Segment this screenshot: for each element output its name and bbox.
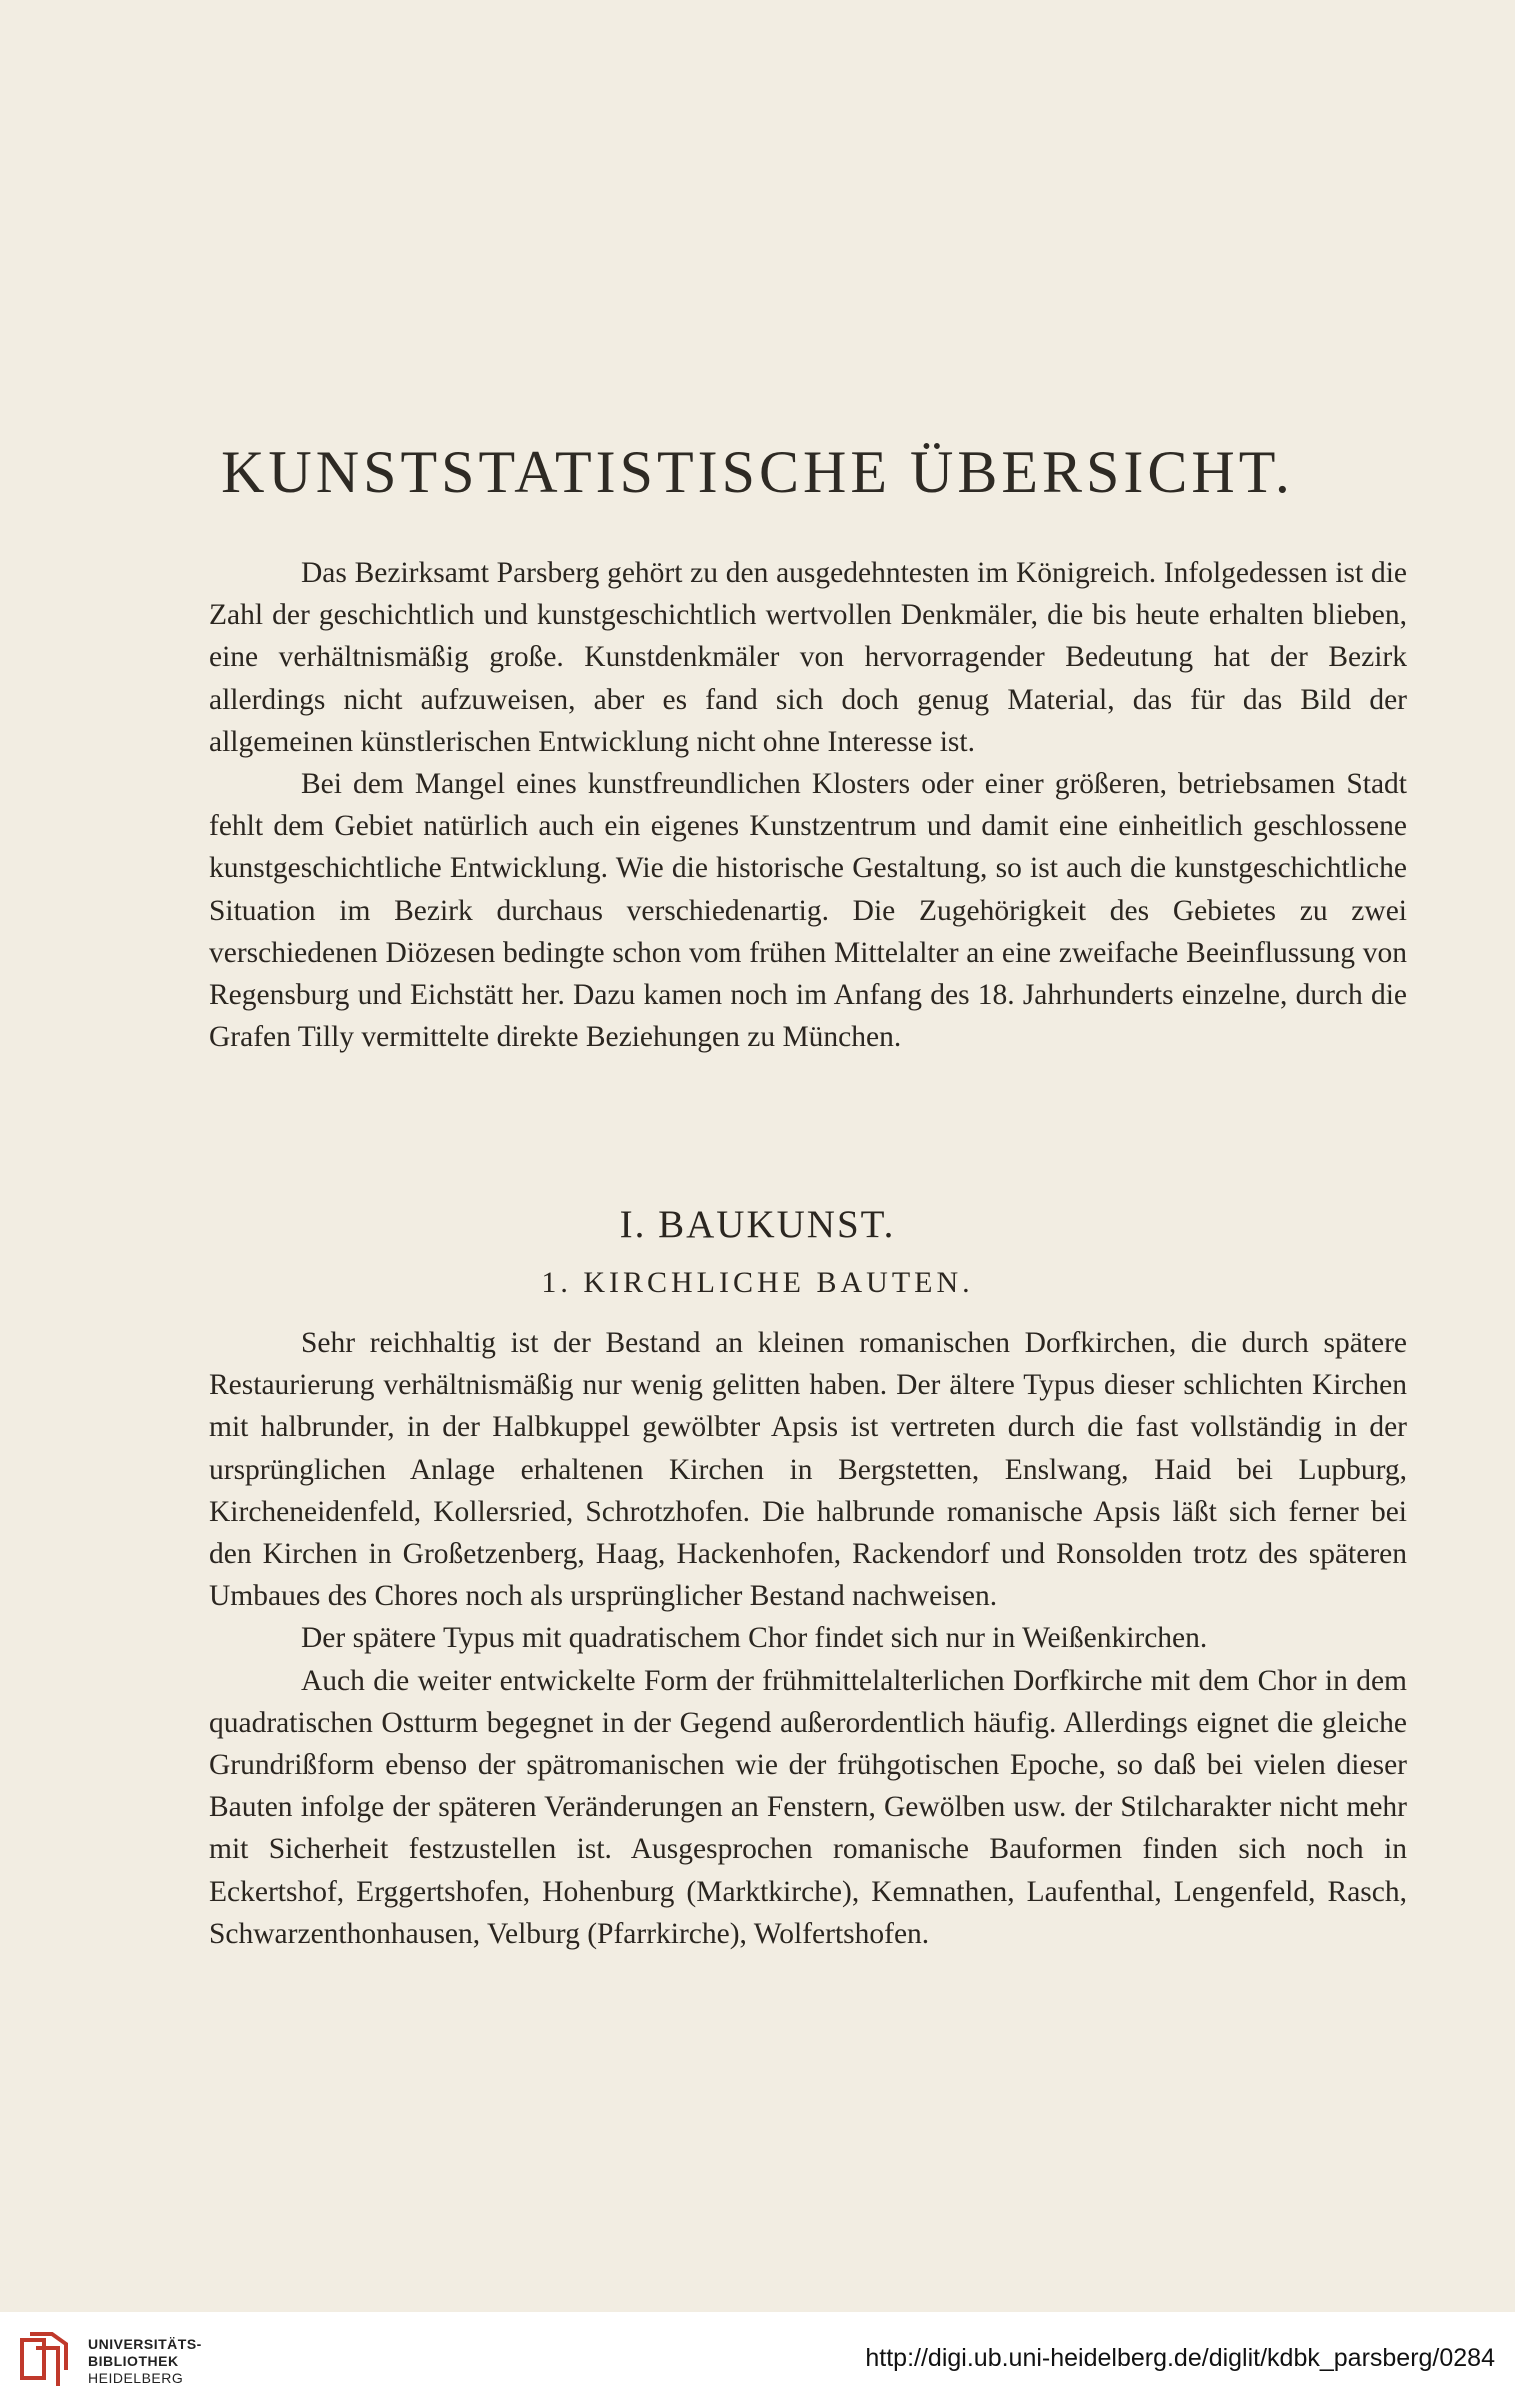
library-line: HEIDELBERG [88,2370,184,2386]
section-heading: I. BAUKUNST. [619,1203,896,1246]
paragraph: Der spätere Typus mit quadratischem Chor findet sich nur in Weißenkirchen. [301,1622,1208,1655]
paragraph: Das Bezirksamt Parsberg gehört zu den ausgedehntesten im Königreich. Infolgedessen ist die Zahl der geschichtlich und kunstgeschichtlich wertvollen Denkmäler, die bis heute erhalten blieben, eine verhältnismäßig große. Kunstdenkmäler von hervorragender Bedeutung hat der Bezirk allerdings nicht aufzuweisen, aber es fand sich doch genug Material, das für das Bild der allgemeinen künstlerischen Entwicklung nicht ohne Interesse ist. [209,557,1407,758]
library-line: UNIVERSITÄTS- [88,2336,202,2352]
section-text [209,1322,1407,1955]
page-title: KUNSTSTATISTISCHE ÜBERSICHT. [221,439,1294,505]
footer-bar [0,2312,1515,2407]
intro-text [209,552,1407,1058]
paragraph: Bei dem Mangel eines kunstfreundlichen Klosters oder einer größeren, betriebsamen Stadt fehlt dem Gebiet natürlich auch ein eigenes Kunstzentrum und damit eine einheitlich geschlossene kunstgeschichtliche Entwicklung. Wie die historische Gestaltung, so ist auch die kunstgeschichtliche Situation im Bezirk durchaus verschiedenartig. Die Zugehörigkeit des Gebietes zu zwei verschiedenen Diözesen bedingte schon vom frühen Mittelalter an eine zweifache Beeinflussung von Regensburg und Eichstätt her. Dazu kamen noch im Anfang des 18. Jahrhunderts einzelne, durch die Grafen Tilly vermittelte direkte Beziehungen zu München. [209,768,1407,1054]
library-name [88,2336,202,2387]
permalink-url[interactable]: http://digi.ub.uni-heidelberg.de/diglit/kdbk_parsberg/0284 [865,2344,1495,2372]
ub-heidelberg-logo-icon[interactable] [14,2330,74,2390]
subsection-heading: 1. KIRCHLICHE BAUTEN. [541,1266,974,1299]
paragraph: Auch die weiter entwickelte Form der frühmittelalterlichen Dorfkirche mit dem Chor in dem quadratischen Ostturm begegnet in der Gegend außerordentlich häufig. Allerdings eignet die gleiche Grundrißform ebenso der spätromanischen wie der frühgotischen Epoche, so daß bei vielen dieser Bauten infolge der späteren Veränderungen an Fenstern, Gewölben usw. der Stilcharakter nicht mehr mit Sicherheit festzustellen ist. Ausgesprochen romanische Bauformen finden sich noch in Eckertshof, Erggertshofen, Hohenburg (Marktkirche), Kemnathen, Laufenthal, Lengenfeld, Rasch, Schwarzenthonhausen, Velburg (Pfarrkirche), Wolfertshofen. [209,1664,1407,1950]
library-line: BIBLIOTHEK [88,2353,179,2369]
paragraph: Sehr reichhaltig ist der Bestand an kleinen romanischen Dorfkirchen, die durch spätere Restaurierung verhältnismäßig nur wenig gelitten haben. Der ältere Typus dieser schlichten Kirchen mit halbrunder, in der Halbkuppel gewölbter Apsis ist vertreten durch die fast vollständig in der ursprünglichen Anlage erhaltenen Kirchen in Bergstetten, Enslwang, Haid bei Lupburg, Kircheneidenfeld, Kollersried, Schrotzhofen. Die halbrunde romanische Apsis läßt sich ferner bei den Kirchen in Großetzenberg, Haag, Hackenhofen, Rackendorf und Ronsolden trotz des späteren Umbaues des Chores noch als ursprünglicher Bestand nachweisen. [209,1327,1407,1613]
